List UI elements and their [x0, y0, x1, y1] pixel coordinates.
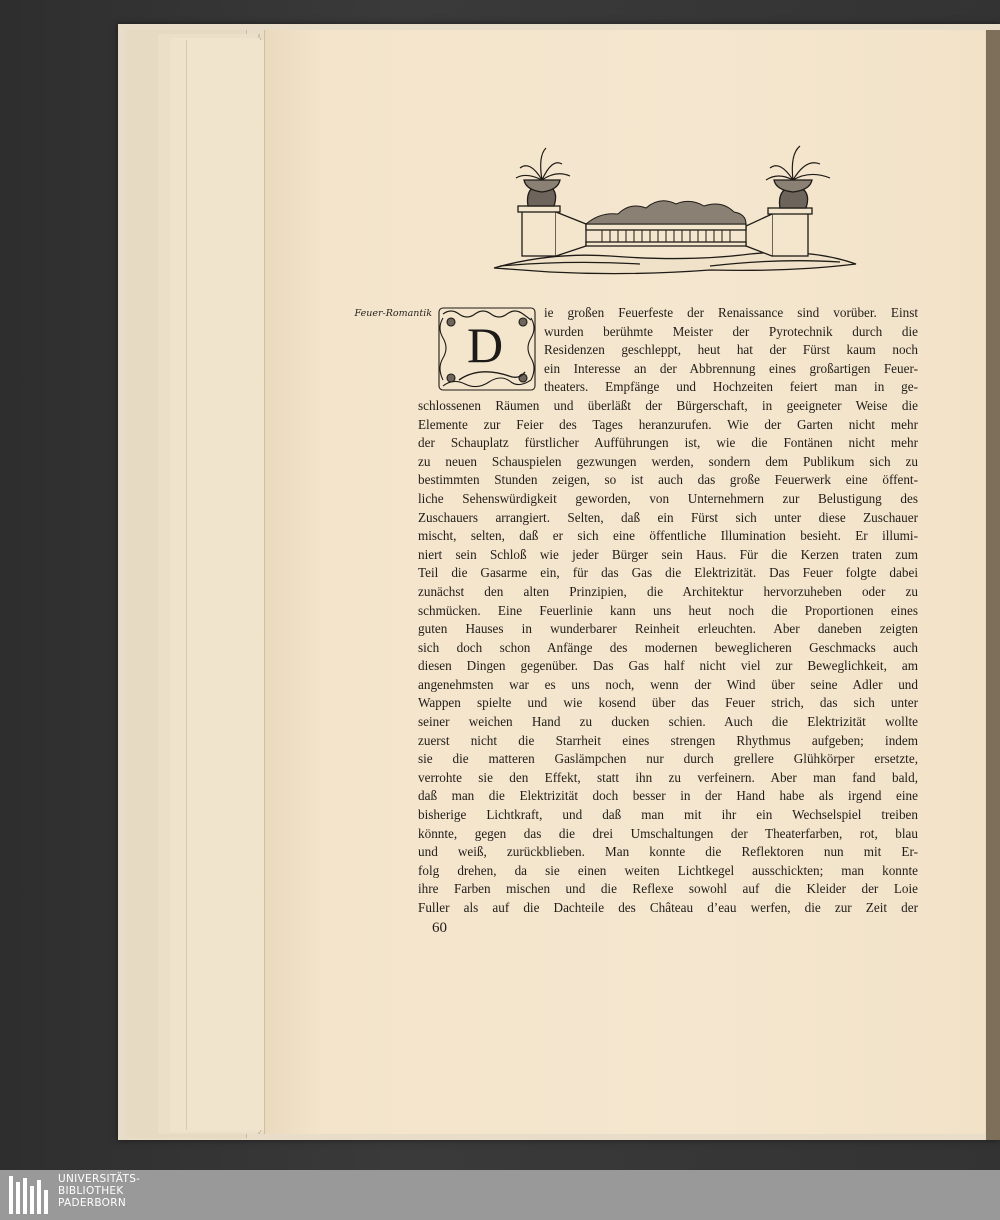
text-line: Teil die Gasarme ein, für das Gas die Elektrizität. Das Feuer folgte dabei [418, 565, 918, 581]
text-line: Zuschauers arrangiert. Selten, daß ein Fürst sich unter diese Zuschauer [418, 509, 918, 525]
text-line: mischt, selten, daß er sich eine öffentliche Illumination besieht. Er illumi- [418, 528, 918, 544]
library-logo-icon [6, 1172, 52, 1218]
text-line: schlossenen Räumen und überläßt der Bürgerschaft, in geeigneter Weise die [418, 397, 918, 413]
text-line: verrohte sie den Effekt, statt ihn zu verfeinern. Aber man fand bald, [418, 769, 918, 785]
text-line: guten Hauses in wunderbarer Reinheit erleuchten. Aber daneben zeigten [418, 621, 918, 637]
text-line: wurden berühmte Meister der Pyrotechnik durch die [544, 323, 918, 339]
library-name [58, 1173, 140, 1209]
text-line: theaters. Empfänge und Hochzeiten feiert man in ge- [544, 379, 918, 395]
library-name-line: BIBLIOTHEK [58, 1185, 124, 1197]
text-line: könnte, gegen das die drei Umschaltungen der Theaterfarben, rot, blau [418, 825, 918, 841]
book-spine-edge [986, 30, 1000, 1140]
text-line: seiner weichen Hand zu ducken schien. Auch die Elektrizität wollte [418, 714, 918, 730]
text-line: bisherige Lichtkraft, und daß man mit ihr ein Wechselspiel treiben [418, 807, 918, 823]
text-line: liche Sehenswürdigkeit geworden, von Unternehmern zur Belustigung des [418, 490, 918, 506]
text-line: bestimmten Stunden zeigen, so ist auch das große Feuerwerk eine öffent- [418, 472, 918, 488]
initial-letter: D [466, 317, 504, 373]
library-name-line: UNIVERSITÄTS- [58, 1173, 141, 1185]
body-text [418, 304, 918, 918]
text-line: Fuller als auf die Dachteile des Château d’eau werfen, die zur Zeit der [418, 900, 918, 915]
text-line: schmücken. Eine Feuerlinie kann uns heut noch die Proportionen eines [418, 602, 918, 618]
text-line: sie die matteren Gaslämpchen nur durch grellere Glühkörper ersetzte, [418, 751, 918, 767]
page-stack-leaf [186, 40, 268, 1130]
page-number: 60 [432, 920, 447, 936]
text-line: Elemente zur Feier des Tages heranzurufen. Wie der Garten nicht mehr [418, 416, 918, 432]
text-line: zu neuen Schauspielen gezwungen werden, sondern dem Publikum sich zu [418, 453, 918, 469]
text-line: Residenzen geschleppt, heut hat der Fürst kaum noch [544, 342, 918, 358]
text-line: ihre Farben mischen und die Reflexe sowohl auf die Kleider der Loie [418, 881, 918, 897]
text-line: zuerst nicht die Starrheit eines strengen Rhythmus aufgeben; indem [418, 732, 918, 748]
text-line: Wappen spielte und wie kosend über das Feuer strich, das sich unter [418, 695, 918, 711]
text-line: ie großen Feuerfeste der Renaissance sind vorüber. Einst [544, 305, 918, 320]
text-line: niert sein Schloß wie jeder Bürger sein Haus. Für die Kerzen traten zum [418, 546, 918, 562]
text-line: sich doch schon Anfänge des modernen beweglicheren Geschmacks auch [418, 639, 918, 655]
text-line: und weiß, zurückblieben. Man konnte die Reflektoren nun mit Er- [418, 844, 918, 860]
text-line: diesen Dingen gegenüber. Das Gas half nicht viel zur Beweglichkeit, am [418, 658, 918, 674]
text-line: ein Interesse an der Abbrennung eines großartigen Feuer- [544, 360, 918, 376]
garden-balustrade-illustration [490, 140, 860, 280]
text-line: angenehmsten war es uns noch, wenn der Wind über seine Adler und [418, 676, 918, 692]
text-line: daß man die Elektrizität doch besser in der Hand habe als irgend eine [418, 788, 918, 804]
text-line: zunächst den alten Prinzipien, die Architektur hervorzuheben oder zu [418, 583, 918, 599]
library-footer-bar [0, 1170, 1000, 1220]
library-name-line: PADERBORN [58, 1197, 126, 1209]
margin-note: Feuer-Romantik [354, 308, 432, 319]
text-line: folg drehen, da sie einen weiten Lichtkegel ausschickten; man konnte [418, 862, 918, 878]
text-line: der Schauplatz fürstlicher Aufführungen ist, wie die Fontänen nicht mehr [418, 435, 918, 451]
